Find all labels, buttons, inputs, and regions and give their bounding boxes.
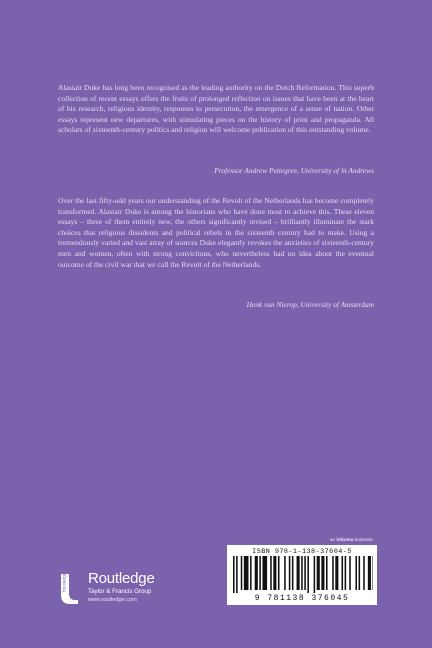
isbn-digits: 9 781138 376045 <box>254 594 350 603</box>
barcode-bar <box>233 556 235 593</box>
barcode-bar <box>259 556 261 590</box>
barcode-bar <box>321 556 324 590</box>
isbn-barcode <box>227 545 377 605</box>
barcode-bar <box>335 556 338 590</box>
barcode-bar <box>284 556 286 590</box>
informa-suffix: business <box>354 537 373 542</box>
barcode-bar <box>278 556 280 590</box>
barcode-bar <box>289 556 291 590</box>
barcode-bar <box>255 556 258 590</box>
barcode-bar <box>307 556 309 593</box>
logo-vertical-mark: Routledge <box>61 573 67 592</box>
barcode-bar <box>301 556 303 590</box>
publisher-group: Taylor & Francis Group <box>88 588 152 595</box>
barcode-bar <box>359 556 361 590</box>
informa-brand: informa <box>336 537 354 542</box>
barcode-bar <box>250 556 252 590</box>
barcode-icon <box>231 556 373 593</box>
barcode-bar <box>368 556 371 590</box>
publisher-name: Routledge <box>88 570 155 587</box>
barcode-bar <box>297 556 300 590</box>
blurb-van-nierop: Over the last fifty-odd years our understanding of the Revolt of the Netherlands has become completely transformed. Alastair Duke is among the historians who have done most to achieve this. These eleven essays – three of them entirely new, the others significantly revised – brilliantly illuminate the stark choices that religious dissidents and political rebels in the sixteenth century had to make. Using a tremendously varied and vast array of sources Duke elegantly revokes the anxieties of sixteenth-century men and women, often with strong convictions, who nevertheless had no idea about the eventual outcome of the civil war that we call the Revolt of the Netherlands. <box>58 196 374 269</box>
isbn-label: ISBN 978-1-138-37604-5 <box>252 548 352 556</box>
barcode-bar <box>270 556 272 590</box>
informa-prefix: an <box>330 537 336 542</box>
barcode-bar <box>345 556 347 590</box>
attribution-pettegree: Professor Andrew Pettegree, University of St Andrews <box>214 166 374 175</box>
barcode-bar <box>373 556 374 590</box>
barcode-bar <box>262 556 267 590</box>
barcode-bar <box>363 556 365 590</box>
barcode-bar <box>355 556 357 590</box>
barcode-bar <box>342 556 344 590</box>
barcode-bar <box>292 556 294 590</box>
barcode-bar <box>241 556 243 590</box>
barcode-bar <box>326 556 328 590</box>
barcode-bar <box>349 556 351 590</box>
barcode-bar <box>317 556 320 590</box>
barcode-bar <box>314 556 316 593</box>
publisher-url: www.routledge.com <box>88 597 137 603</box>
barcode-bar <box>273 556 276 590</box>
informa-business-tag <box>330 537 373 542</box>
barcode-bar <box>244 556 249 590</box>
barcode-bar <box>332 556 334 590</box>
attribution-van-nierop: Henk van Nierop, University of Amsterdam <box>246 300 374 309</box>
barcode-bar <box>236 556 238 593</box>
barcode-bar <box>304 556 306 590</box>
blurb-pettegree: Alastair Duke has long been recognised as the leading authority on the Dutch Reformation. This superb collection of recent essays offers the fruits of prolonged reflection on issues that have been at the heart of his research, religious identity, responses to persecution, the emergence of a sense of nation. Other essays represent new departures, with stimulating pieces on the history of print and propaganda. All scholars of sixteenth-century politics and religion will welcome publication of this outstanding volume. <box>58 83 374 135</box>
routledge-logo-icon <box>58 573 80 605</box>
